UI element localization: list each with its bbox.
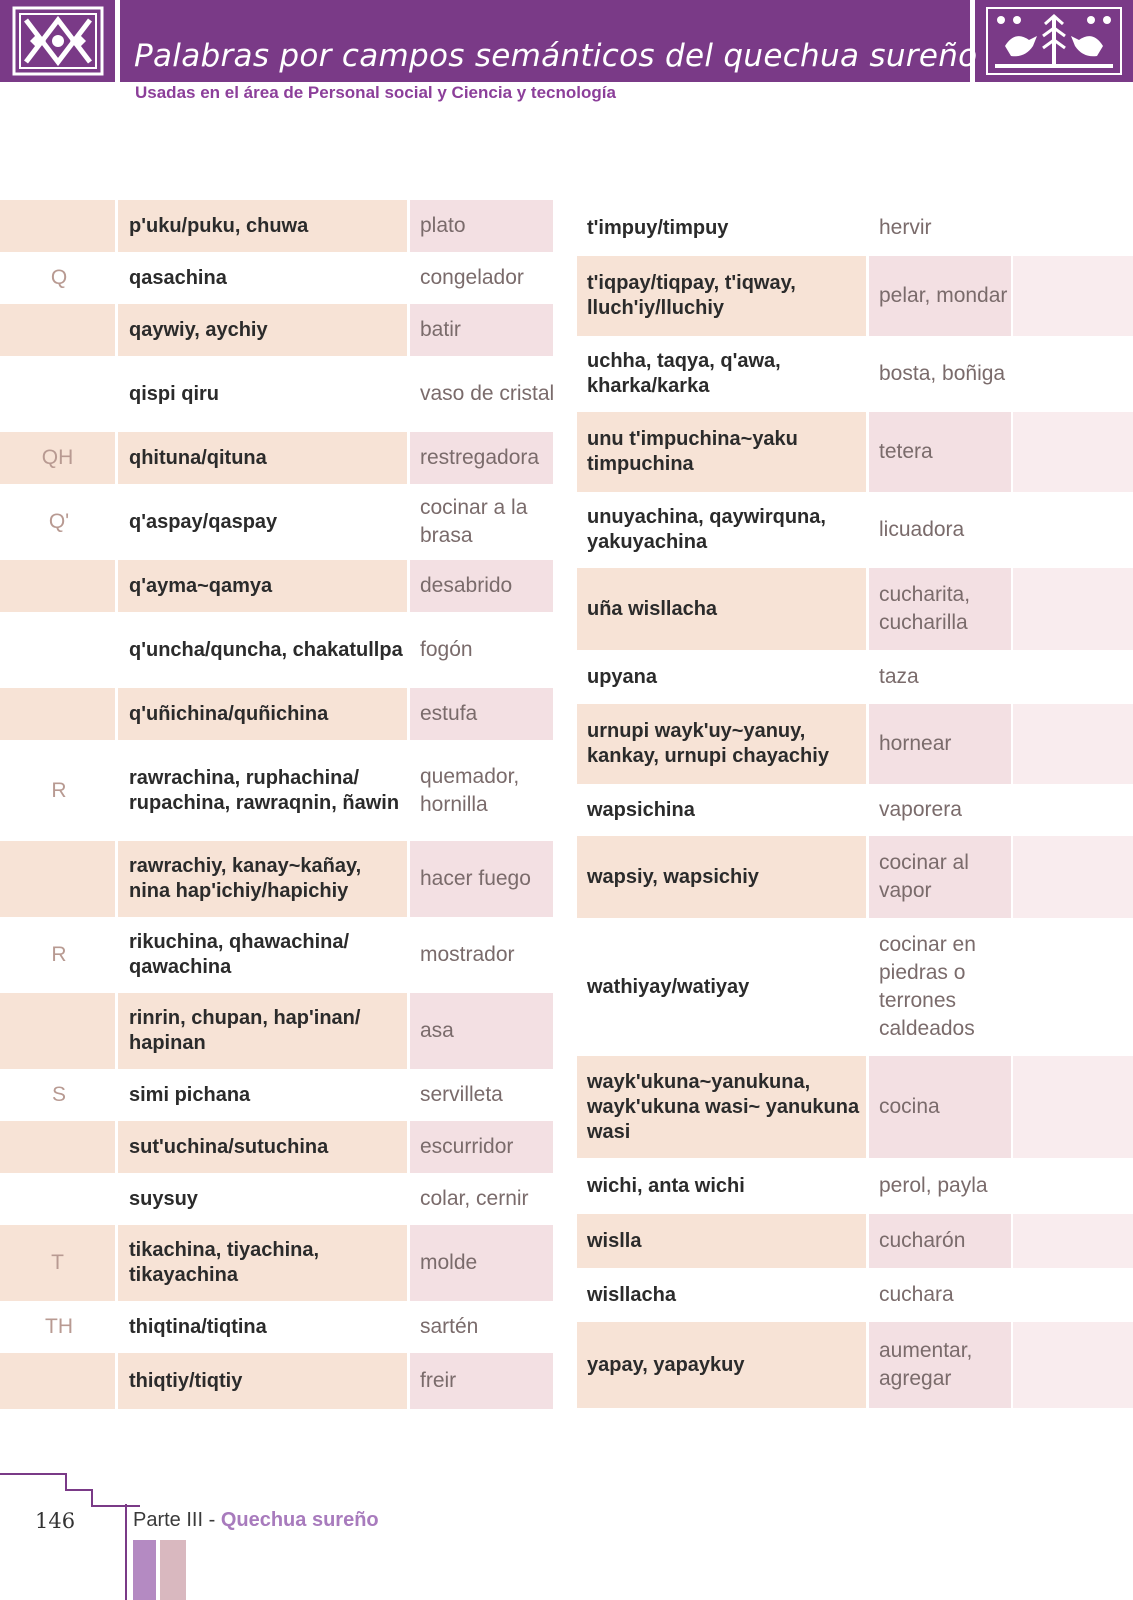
table-row [0,252,555,304]
quechua-term: qhituna/qituna [118,432,410,484]
table-row [577,1322,1133,1408]
spanish-translation: asa [410,993,555,1069]
blank-cell [1013,1322,1133,1408]
quechua-term: wapsichina [587,798,695,821]
table-row [577,1268,1133,1322]
quechua-term: t'impuy/timpuy [587,216,729,239]
page-title: Palabras por campos semánticos del quechua sureño [134,38,978,74]
spanish-translation: pelar, mondar [869,256,1013,336]
footer-section-label [133,1509,379,1532]
quechua-term: wapsiy, wapsichiy [577,836,869,918]
table-row [577,336,1133,412]
quechua-term: rawrachina, ruphachina/ rupachina, rawraqnin, ñawin [129,766,400,814]
letter-cell: TH [45,1315,73,1338]
letter-cell: S [51,1083,66,1106]
table-row [577,836,1133,918]
spanish-translation: cucharita, cucharilla [869,568,1013,650]
letter-cell [0,1353,118,1409]
footer-vertical-line [124,1504,128,1600]
letter-cell: R [51,943,67,966]
letter-cell [0,612,118,688]
spanish-translation: quemador, hornilla [420,764,520,816]
table-row [577,492,1133,568]
page-subtitle: Usadas en el área de Personal social y Ciencia y tecnología [135,83,616,102]
blank-cell [1013,1268,1133,1322]
quechua-term: q'ayma~qamya [118,560,410,612]
table-row [0,304,555,356]
quechua-term: wayk'ukuna~yanukuna, wayk'ukuna wasi~ yanukuna wasi [577,1056,869,1158]
table-row [0,612,555,688]
letter-cell: R [51,778,67,802]
table-row [0,200,555,252]
table-row [0,1069,555,1121]
quechua-term: upyana [587,665,658,688]
spanish-translation: escurridor [410,1121,555,1173]
table-row [0,1225,555,1301]
footer-section-name: Quechua sureño [220,1509,379,1531]
spanish-translation: cucharón [869,1214,1013,1268]
table-row [0,841,555,917]
blank-cell [1013,918,1133,1056]
table-row [577,918,1133,1056]
spanish-translation: estufa [410,688,555,740]
vocabulary-table-left [0,200,555,1409]
blank-cell [1013,1056,1133,1158]
geometric-knot-icon [12,6,104,76]
table-row [0,688,555,740]
spanish-translation: cocinar a la brasa [420,496,528,547]
quechua-term: tikachina, tiyachina, tikayachina [118,1225,410,1301]
quechua-term: qispi qiru [129,382,219,405]
quechua-term: wisllacha [587,1283,676,1306]
spanish-translation: perol, payla [879,1174,988,1197]
blank-cell [1013,704,1133,784]
table-row [577,568,1133,650]
quechua-term: rinrin, chupan, hap'inan/ hapinan [118,993,410,1069]
quechua-term: qasachina [129,266,227,289]
table-row [0,356,555,432]
quechua-term: uña wisllacha [577,568,869,650]
spanish-translation: fogón [420,638,473,661]
letter-cell [0,200,118,252]
quechua-term: q'uñichina/quñichina [118,688,410,740]
quechua-term: q'uncha/quncha, chakatullpa [129,638,403,661]
table-row [577,784,1133,836]
quechua-term: t'iqpay/tiqpay, t'iqway, lluch'iy/lluchiy [577,256,869,336]
table-row [577,1214,1133,1268]
footer-tab-purple [133,1540,156,1600]
table-row [0,917,555,993]
blank-cell [1013,492,1133,568]
quechua-term: wathiyay/watiyay [587,975,750,998]
letter-cell: QH [0,432,118,484]
spanish-translation: hacer fuego [410,841,555,917]
table-row [0,993,555,1069]
blank-cell [1013,412,1133,492]
table-row [0,1121,555,1173]
spanish-translation: freir [410,1353,555,1409]
spanish-translation: bosta, boñiga [879,362,1006,385]
spanish-translation: vaso de cristal [420,382,555,405]
letter-cell: T [0,1225,118,1301]
birds-tree-textile-icon [985,6,1123,76]
table-row [0,1353,555,1409]
table-row [577,1158,1133,1214]
table-row [577,256,1133,336]
letter-cell [0,841,118,917]
blank-cell [1013,650,1133,704]
letter-cell: Q' [48,510,70,533]
quechua-term: suysuy [129,1187,198,1210]
spanish-translation: licuadora [879,518,965,541]
blank-cell [1013,784,1133,836]
spanish-translation: tetera [869,412,1013,492]
spanish-translation: desabrido [410,560,555,612]
spanish-translation: batir [410,304,555,356]
spanish-translation: molde [410,1225,555,1301]
spanish-translation: cocina [869,1056,1013,1158]
quechua-term: rikuchina, qhawachina/ qawachina [129,931,350,978]
spanish-translation: sartén [420,1315,479,1338]
table-row [577,412,1133,492]
page-number: 146 [35,1509,76,1533]
quechua-term: thiqtina/tiqtina [129,1315,267,1338]
vocabulary-table-right [577,200,1133,1408]
footer-step-line [0,1470,140,1510]
table-row [0,484,555,560]
quechua-term: urnupi wayk'uy~yanuy, kankay, urnupi chayachiy [577,704,869,784]
letter-cell [0,560,118,612]
letter-cell [0,993,118,1069]
table-row [0,432,555,484]
spanish-translation: restregadora [410,432,555,484]
quechua-term: rawrachiy, kanay~kañay, nina hap'ichiy/hapichiy [118,841,410,917]
letter-cell [0,688,118,740]
blank-cell [1013,568,1133,650]
blank-cell [1013,1158,1133,1214]
spanish-translation: cocinar al vapor [869,836,1013,918]
quechua-term: q'aspay/qaspay [129,510,278,533]
spanish-translation: hornear [869,704,1013,784]
quechua-term: uchha, taqya, q'awa, kharka/karka [587,350,781,397]
spanish-translation: mostrador [420,943,515,966]
letter-cell [0,304,118,356]
footer-tab-pink [160,1540,186,1600]
letter-cell [0,1121,118,1173]
quechua-term: simi pichana [129,1083,251,1106]
table-row [577,200,1133,256]
spanish-translation: colar, cernir [420,1187,529,1210]
quechua-term: unu t'impuchina~yaku timpuchina [577,412,869,492]
quechua-term: sut'uchina/sutuchina [118,1121,410,1173]
table-row [0,560,555,612]
blank-cell [1013,836,1133,918]
table-row [577,704,1133,784]
table-row [0,1301,555,1353]
quechua-term: qaywiy, aychiy [118,304,410,356]
blank-cell [1013,256,1133,336]
spanish-translation: aumentar, agregar [869,1322,1013,1408]
spanish-translation: cocinar en piedras o terrones caldeados [879,933,976,1040]
spanish-translation: plato [410,200,555,252]
quechua-term: p'uku/puku, chuwa [118,200,410,252]
letter-cell [0,356,118,432]
letter-cell [0,1173,118,1225]
table-row [0,1173,555,1225]
table-row [577,1056,1133,1158]
blank-cell [1013,200,1133,256]
spanish-translation: cuchara [879,1283,954,1306]
spanish-translation: congelador [420,266,524,289]
spanish-translation: servilleta [420,1083,503,1106]
blank-cell [1013,336,1133,412]
spanish-translation: hervir [879,216,932,239]
quechua-term: unuyachina, qaywirquna, yakuyachina [587,506,826,553]
spanish-translation: taza [879,665,919,688]
quechua-term: yapay, yapaykuy [577,1322,869,1408]
table-row [0,740,555,841]
quechua-term: wichi, anta wichi [587,1174,745,1197]
quechua-term: wislla [577,1214,869,1268]
letter-cell: Q [50,266,68,289]
table-row [577,650,1133,704]
blank-cell [1013,1214,1133,1268]
footer-part-label: Parte III - [133,1509,221,1531]
spanish-translation: vaporera [879,798,962,821]
quechua-term: thiqtiy/tiqtiy [118,1353,410,1409]
